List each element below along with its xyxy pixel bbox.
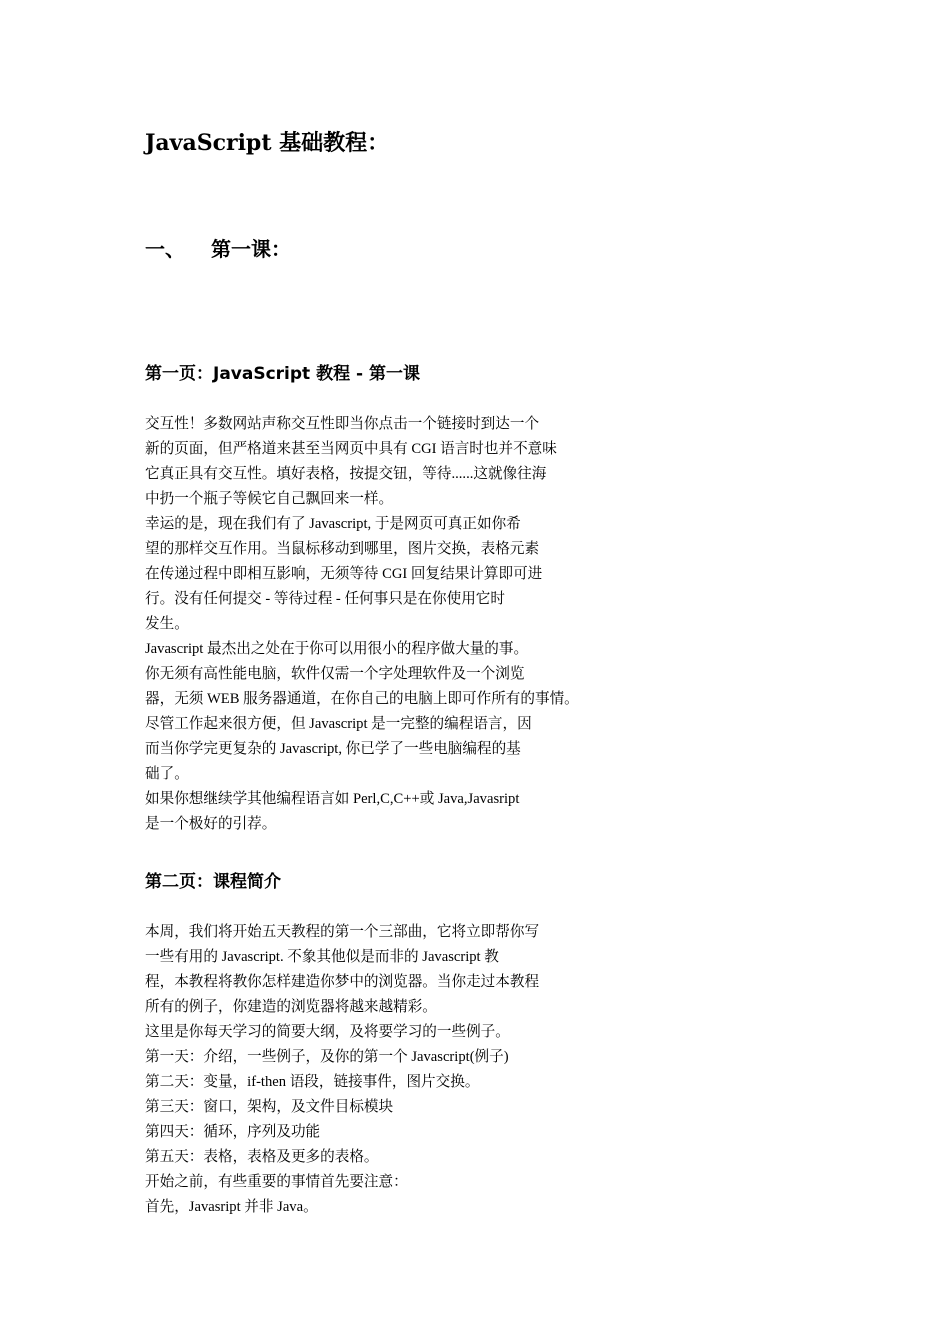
text-line: 而当你学完更复杂的 Javascript, 你已学了一些电脑编程的基	[145, 741, 521, 757]
text-line: 发生。	[145, 616, 189, 632]
text-line: 尽管工作起来很方便，但 Javascript 是一完整的编程语言，因	[145, 716, 532, 732]
text-line: 这里是你每天学习的简要大纲，及将要学习的一些例子。	[145, 1024, 510, 1040]
text-line: 所有的例子，你建造的浏览器将越来越精彩。	[145, 999, 437, 1015]
text-line: 是一个极好的引荐。	[145, 816, 277, 832]
section-heading-page-2: 第二页：课程简介	[145, 872, 281, 892]
text-line: 它真正具有交互性。填好表格，按提交钮，等待......这就像往海	[145, 466, 547, 482]
text-line: 你无须有高性能电脑，软件仅需一个字处理软件及一个浏览	[145, 666, 525, 682]
text-line: 首先，Javasript 并非 Java。	[145, 1199, 318, 1215]
chapter-heading	[145, 233, 291, 262]
text-line: 中扔一个瓶子等候它自己飘回来一样。	[145, 491, 394, 507]
text-line: 第四天：循环，序列及功能	[145, 1124, 321, 1140]
text-line: 础了。	[145, 766, 189, 782]
text-line: 行。没有任何提交 - 等待过程 - 任何事只是在你使用它时	[145, 591, 505, 607]
text-line: 在传递过程中即相互影响，无须等待 CGI 回复结果计算即可进	[145, 566, 543, 582]
text-line: 交互性！多数网站声称交互性即当你点击一个链接时到达一个	[145, 416, 540, 432]
section-body-page-1	[145, 412, 579, 837]
text-line: 器，无须 WEB 服务器通道，在你自己的电脑上即可作所有的事情。	[145, 691, 579, 707]
section-heading-page-1: 第一页：JavaScript 教程 - 第一课	[145, 364, 420, 384]
text-line: 开始之前，有些重要的事情首先要注意：	[145, 1174, 408, 1190]
text-line: Javascript 最杰出之处在于你可以用很小的程序做大量的事。	[145, 641, 529, 657]
text-line: 第一天：介绍，一些例子，及你的第一个 Javascript(例子)	[145, 1049, 509, 1065]
text-line: 第三天：窗口，架构，及文件目标模块	[145, 1099, 394, 1115]
text-line: 一些有用的 Javascript. 不象其他似是而非的 Javascript 教	[145, 949, 499, 965]
text-line: 本周，我们将开始五天教程的第一个三部曲，它将立即帮你写	[145, 924, 540, 940]
text-line: 第五天：表格，表格及更多的表格。	[145, 1149, 379, 1165]
text-line: 幸运的是，现在我们有了 Javascript, 于是网页可真正如你希	[145, 516, 521, 532]
chapter-label: 第一课：	[211, 237, 291, 261]
document-title: JavaScript 基础教程：	[145, 130, 390, 156]
chapter-number: 一、	[145, 237, 185, 261]
text-line: 第二天：变量，if-then 语段，链接事件，图片交换。	[145, 1074, 480, 1090]
text-line: 程，本教程将教你怎样建造你梦中的浏览器。当你走过本教程	[145, 974, 540, 990]
section-body-page-2	[145, 920, 539, 1220]
text-line: 如果你想继续学其他编程语言如 Perl,C,C++或 Java,Javasript	[145, 791, 520, 807]
text-line: 望的那样交互作用。当鼠标移动到哪里，图片交换，表格元素	[145, 541, 540, 557]
text-line: 新的页面，但严格道来甚至当网页中具有 CGI 语言时也并不意味	[145, 441, 557, 457]
